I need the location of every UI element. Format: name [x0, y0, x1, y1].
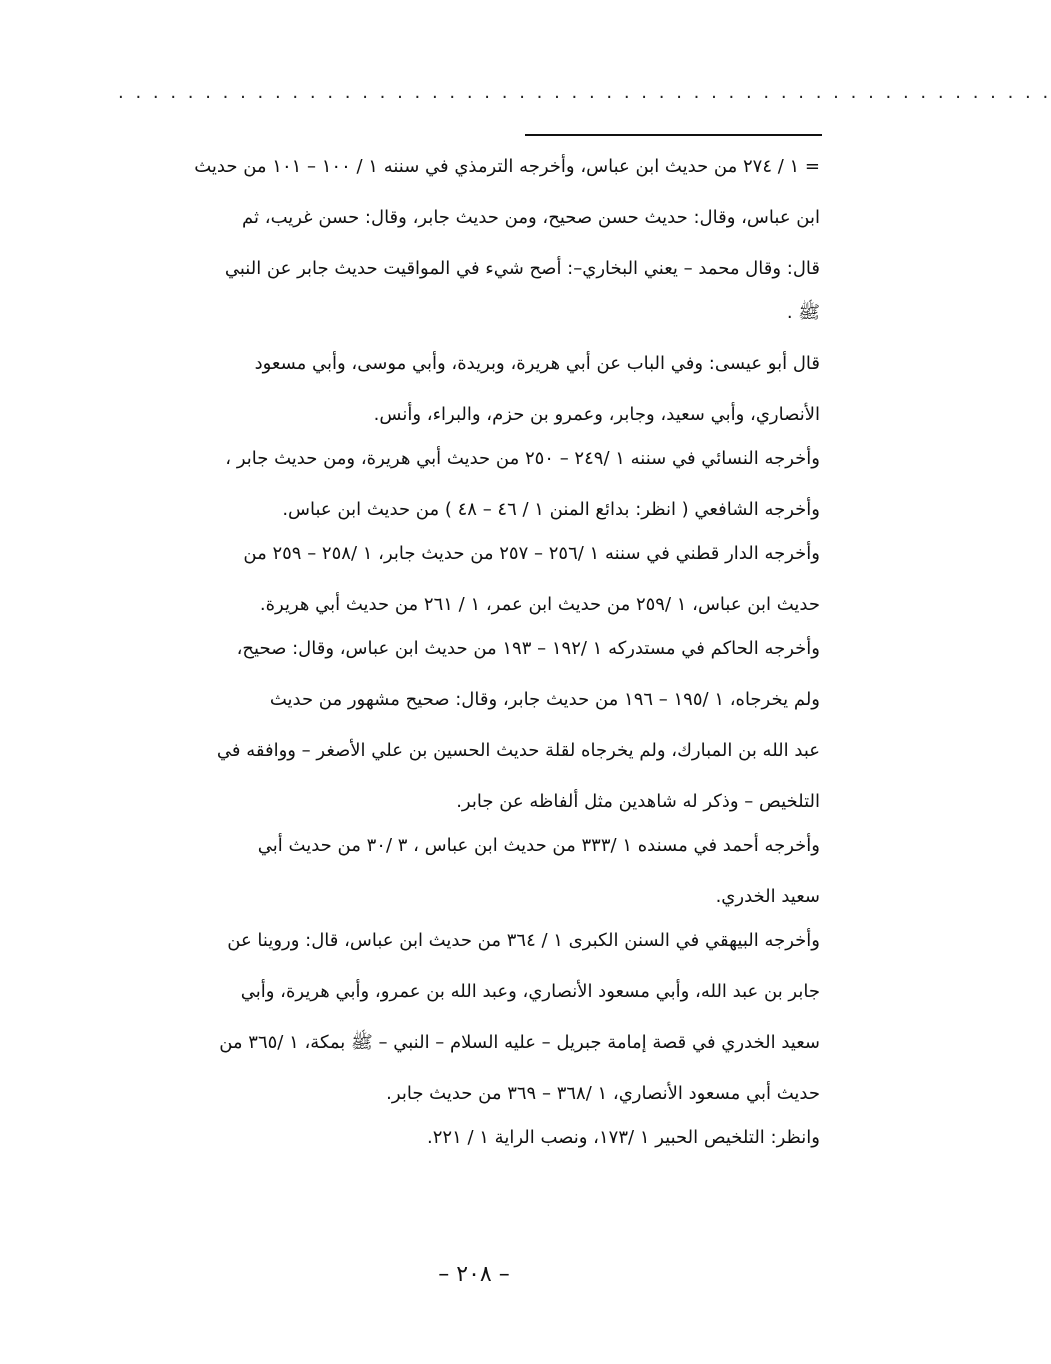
footnote-block	[100, 150, 820, 1165]
footnote-line: ولم يخرجاه، ١ /١٩٥ – ١٩٦ من حديث جابر، وقال: صحيح مشهور من حديث	[269, 689, 820, 710]
footnote-line: وأخرجه أحمد في مسنده ١ /٣٣٣ من حديث ابن عباس ، ٣ /٣٠ من حديث أبي	[257, 835, 820, 856]
footnote-line: حديث ابن عباس، ١ /٢٥٩ من حديث ابن عمر، ١ / ٢٦١ من حديث أبي هريرة.	[259, 594, 820, 615]
footnote-line: وأخرجه الشافعي ( انظر: بدائع المنن ١ / ٤٦ – ٤٨ ) من حديث ابن عباس.	[282, 499, 820, 520]
footnote-line: وأخرجه النسائي في سننه ١ /٢٤٩ – ٢٥٠ من حديث أبي هريرة، ومن حديث جابر ،	[225, 448, 820, 469]
elision-dots: . . . . . . . . . . . . . . . . . . . . . . . . . . . . . . . . . . . . . . . . . . . . . . . . . . . . . .	[118, 82, 1051, 103]
footnote-line: وأخرجه البيهقي في السنن الكبرى ١ / ٣٦٤ من حديث ابن عباس، قال: وروينا عن	[227, 930, 820, 951]
footnote-line: الأنصاري، وأبي سعيد، وجابر، وعمرو بن حزم، والبراء، وأنس.	[373, 404, 820, 425]
footnote-line: وانظر: التلخيص الحبير ١ /١٧٣، ونصب الراية ١ / ٢٢١.	[427, 1127, 820, 1148]
footnote-line: التلخيص – وذكر له شاهدين مثل ألفاظه عن جابر.	[456, 791, 820, 812]
footnote-separator-rule	[525, 134, 822, 136]
footnote-line: وأخرجه الحاكم في مستدركه ١ /١٩٢ – ١٩٣ من حديث ابن عباس، وقال: صحيح،	[236, 638, 820, 659]
footnote-line: قال أبو عيسى: وفي الباب عن أبي هريرة، وبريدة، وأبي موسى، وأبي مسعود	[254, 353, 820, 374]
footnote-line: ابن عباس، وقال: حديث حسن صحيح، ومن حديث جابر، وقال: حسن غريب، ثم	[242, 207, 820, 228]
footnote-line: سعيد الخدري.	[715, 886, 820, 907]
footnote-line: قال: وقال محمد – يعني البخاري–: أصح شيء في المواقيت حديث جابر عن النبي	[224, 258, 820, 279]
footnote-line: ﷺ .	[786, 302, 820, 323]
page-number: – ٢٠٨ –	[438, 1262, 510, 1287]
footnote-line: = ١ / ٢٧٤ من حديث ابن عباس، وأخرجه الترمذي في سننه ١ / ١٠٠ – ١٠١ من حديث	[194, 156, 820, 177]
footnote-line: جابر بن عبد الله، وأبي مسعود الأنصاري، وعبد الله بن عمرو، وأبي هريرة، وأبي	[240, 981, 820, 1002]
footnote-line: سعيد الخدري في قصة إمامة جبريل – عليه السلام – النبي – ﷺ بمكة، ١ /٣٦٥ من	[219, 1032, 820, 1053]
footnote-line: عبد الله بن المبارك، ولم يخرجاه لقلة حديث الحسين بن علي الأصغر – ووافقه في	[216, 740, 820, 761]
footnote-line: وأخرجه الدار قطني في سننه ١ /٢٥٦ – ٢٥٧ من حديث جابر، ١ /٢٥٨ – ٢٥٩ من	[243, 543, 820, 564]
footnote-line: حديث أبي مسعود الأنصاري، ١ /٣٦٨ – ٣٦٩ من حديث جابر.	[386, 1083, 820, 1104]
